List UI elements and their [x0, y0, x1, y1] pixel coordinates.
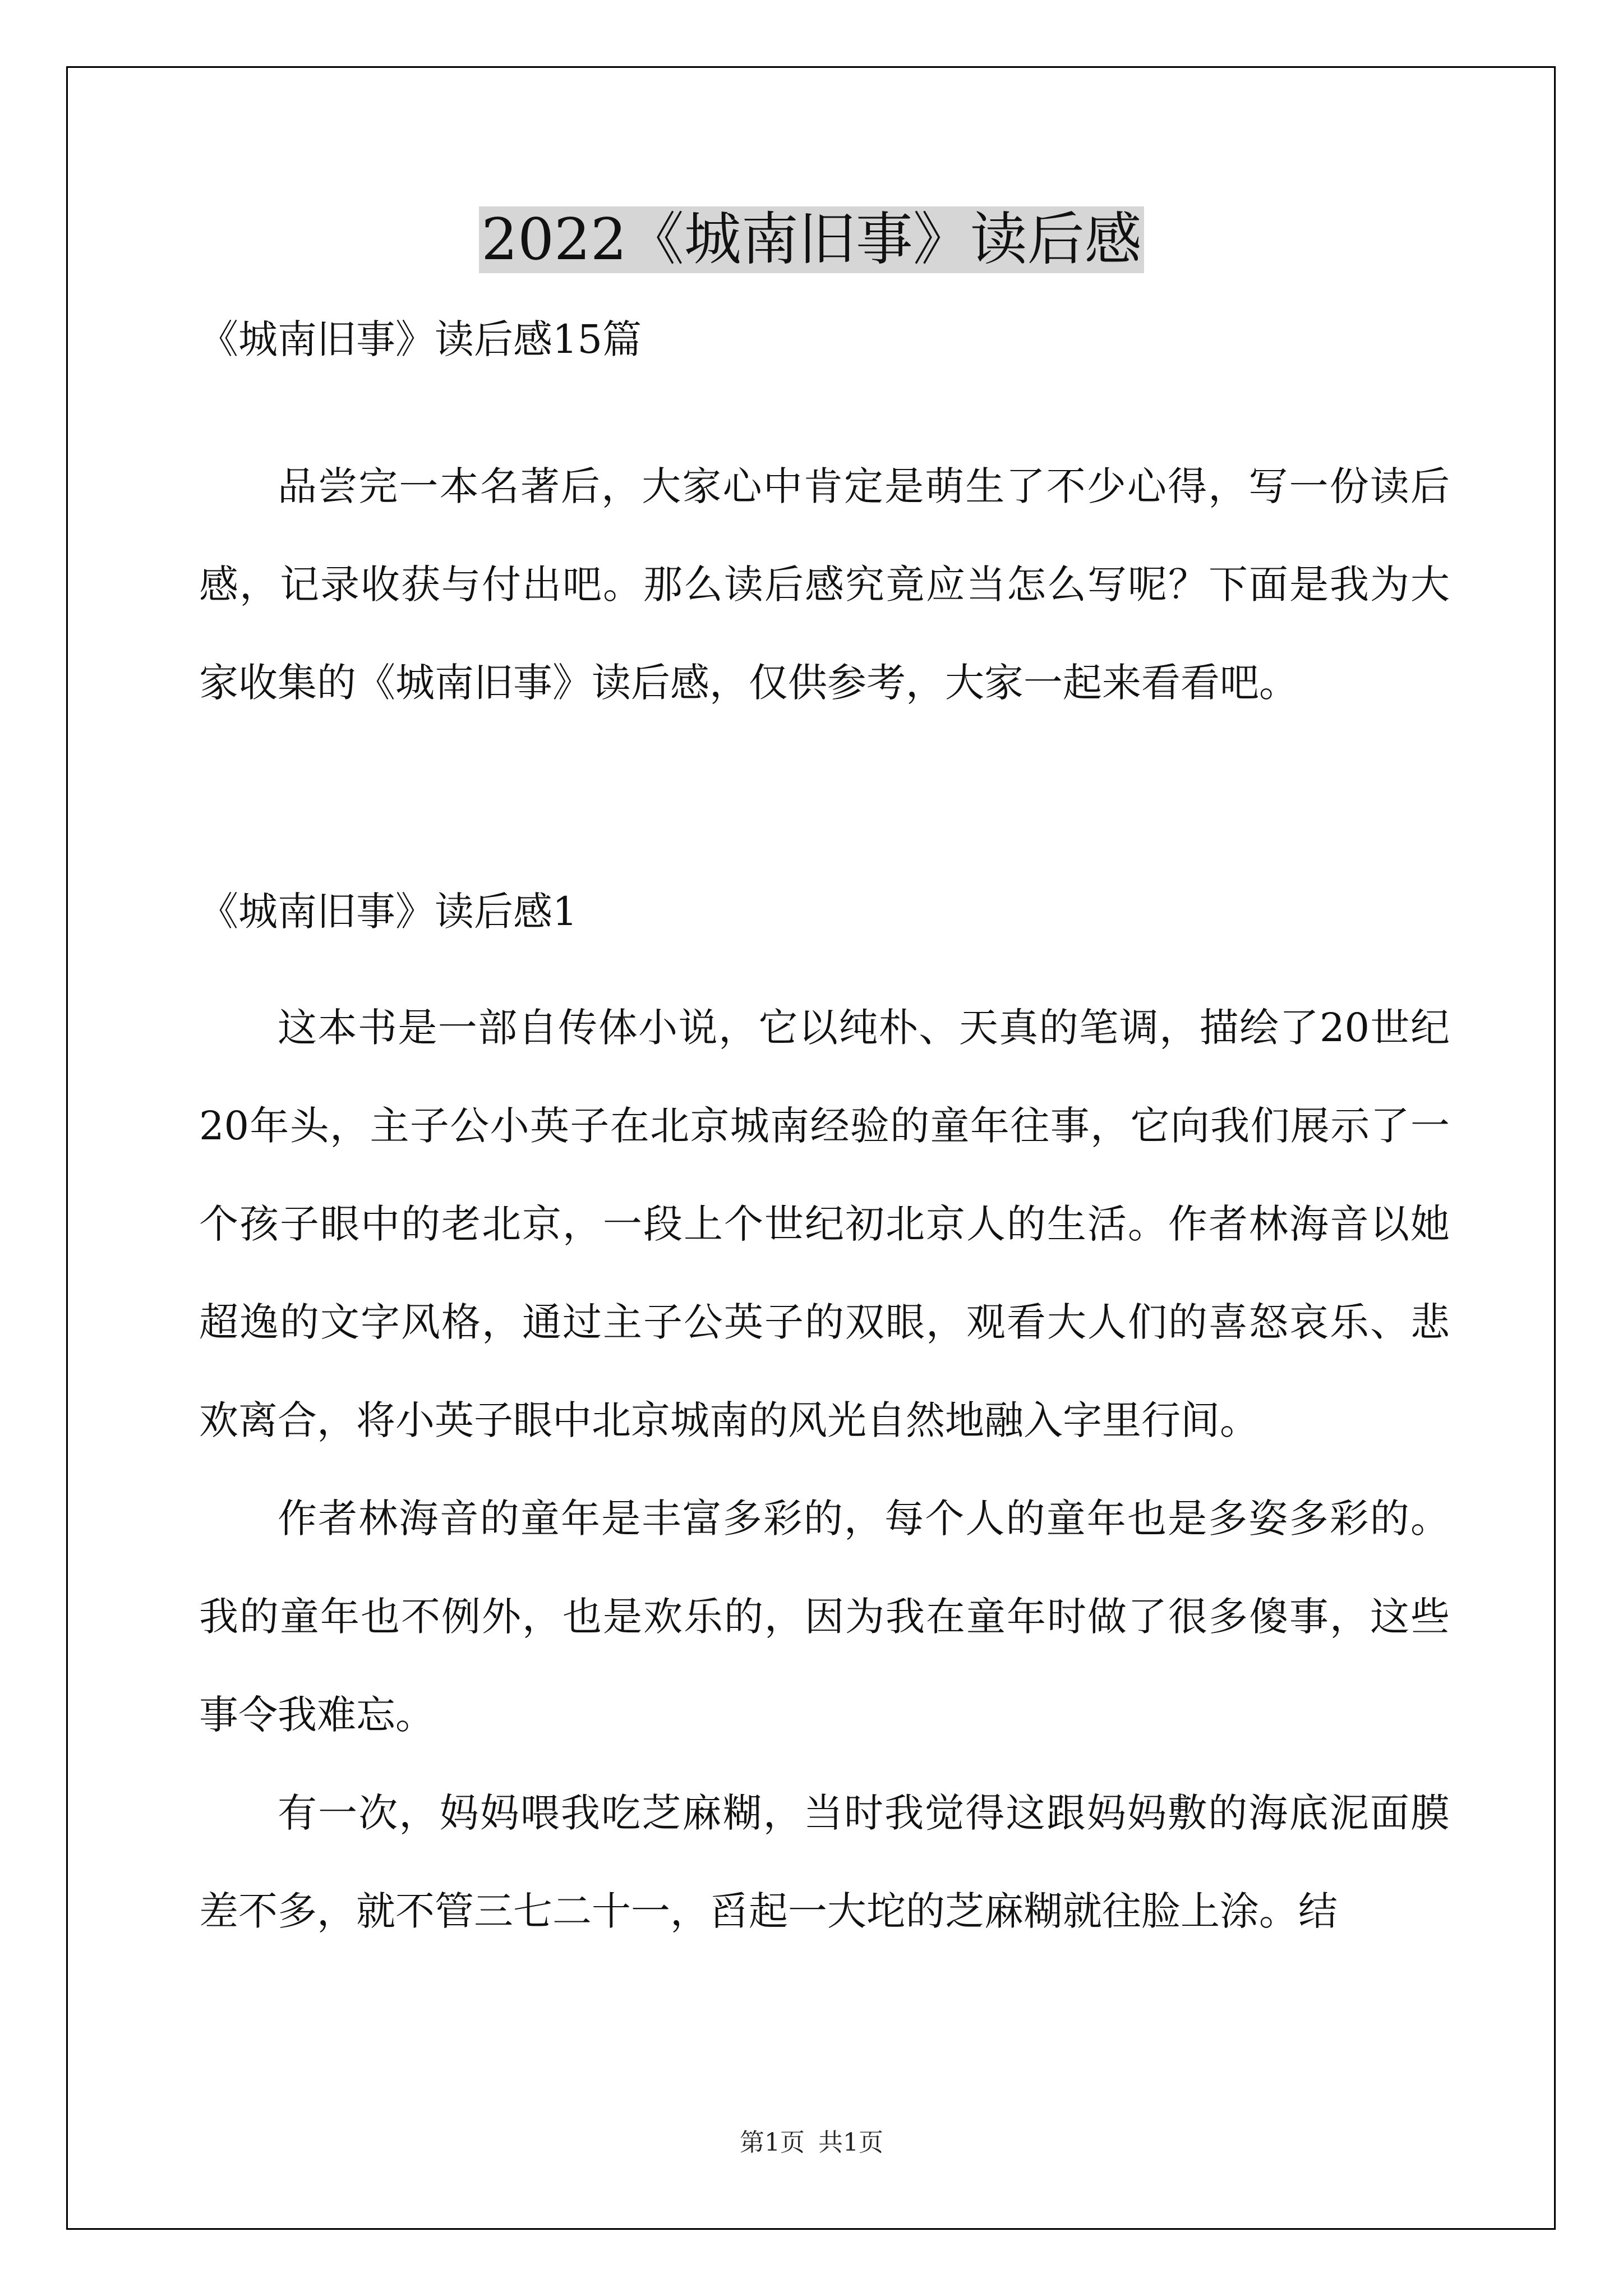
- body-paragraph-1: 这本书是一部自传体小说，它以纯朴、天真的笔调，描绘了20世纪20年头，主子公小英子在北京城南经验的童年往事，它向我们展示了一个孩子眼中的老北京，一段上个世纪初北京人的生活。作者林海音以她超逸的文字风格，通过主子公英子的双眼，观看大人们的喜怒哀乐、悲欢离合，将小英子眼中北京城南的风光自然地融入字里行间。: [199, 1005, 1450, 1443]
- intro-paragraph: 品尝完一本名著后，大家心中肯定是萌生了不少心得，写一份读后感，记录收获与付出吧。那么读后感究竟应当怎么写呢？下面是我为大家收集的《城南旧事》读后感，仅供参考，大家一起来看看吧。: [199, 463, 1450, 706]
- section-heading: 《城南旧事》读后感1: [199, 889, 578, 935]
- body-paragraph-3: 有一次，妈妈喂我吃芝麻糊，当时我觉得这跟妈妈敷的海底泥面膜差不多，就不管三七二十一，舀起一大坨的芝麻糊就往脸上涂。结: [199, 1790, 1450, 1934]
- page-number: 第1页: [740, 2128, 805, 2157]
- page-total: 共1页: [818, 2128, 883, 2157]
- document-title: [0, 201, 1623, 279]
- document-subtitle: 《城南旧事》读后感15篇: [199, 316, 642, 362]
- body-paragraph-2: 作者林海音的童年是丰富多彩的，每个人的童年也是多姿多彩的。我的童年也不例外，也是欢乐的，因为我在童年时做了很多傻事，这些事令我难忘。: [199, 1496, 1450, 1738]
- document-title-text: 2022《城南旧事》读后感: [479, 206, 1144, 273]
- page-footer: [0, 2126, 1623, 2160]
